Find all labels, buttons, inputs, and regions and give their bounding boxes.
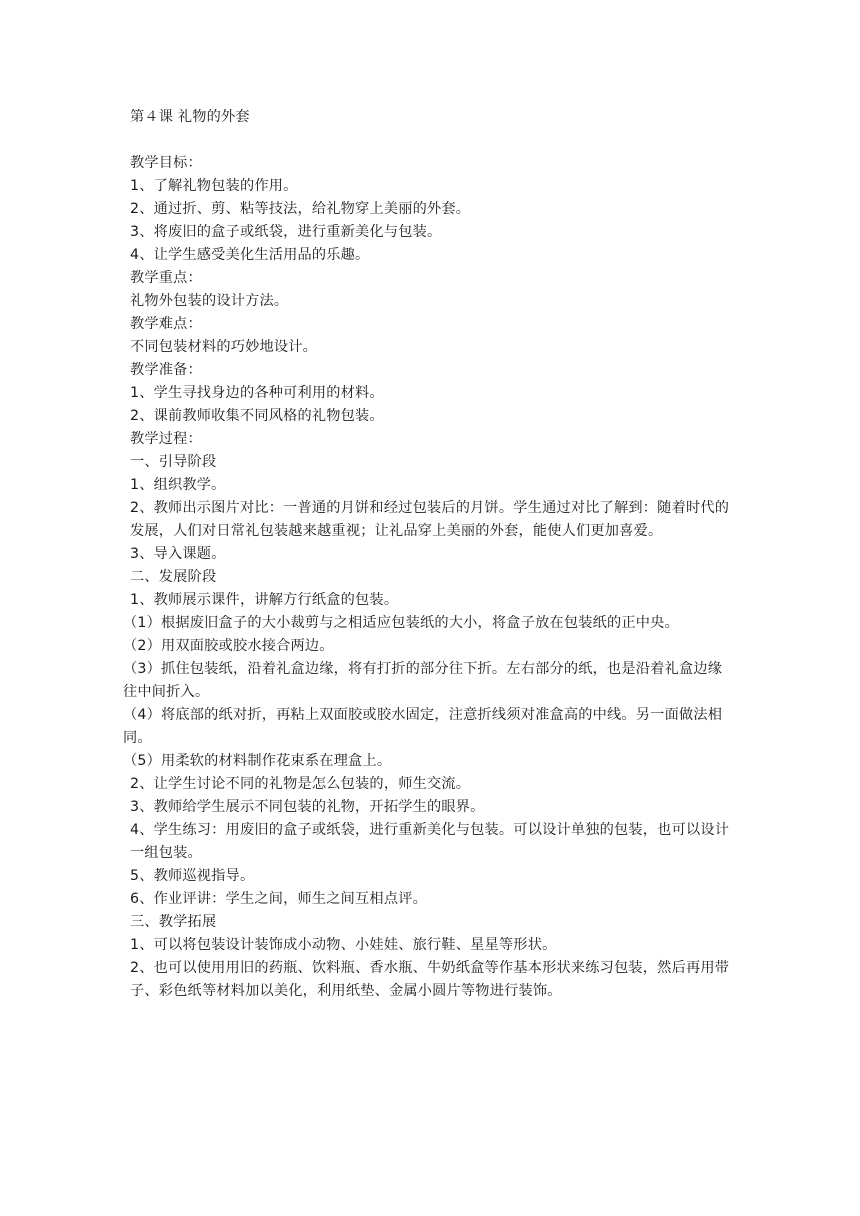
paragraph: 礼物外包装的设计方法。 bbox=[130, 293, 289, 309]
paragraph: 教学重点： bbox=[130, 270, 202, 286]
paragraph: （3）抓住包装纸，沿着礼盒边缘，将有打折的部分往下折。左右部分的纸，也是沿着礼盒边缘往中间折入。 bbox=[123, 661, 723, 700]
paragraph: 教学难点： bbox=[130, 316, 202, 332]
paragraph: 不同包装材料的巧妙地设计。 bbox=[130, 339, 318, 355]
paragraph: 3、将废旧的盒子或纸袋，进行重新美化与包装。 bbox=[130, 224, 442, 240]
paragraph: 2、课前教师收集不同风格的礼物包装。 bbox=[130, 408, 384, 424]
paragraph: 二、发展阶段 bbox=[130, 569, 217, 585]
document-body bbox=[123, 106, 734, 1003]
paragraph: 2、让学生讨论不同的礼物是怎么包装的，师生交流。 bbox=[130, 776, 471, 792]
paragraph: 4、学生练习：用废旧的盒子或纸袋，进行重新美化与包装。可以设计单独的包装，也可以设计一组包装。 bbox=[130, 822, 730, 861]
paragraph: （2）用双面胶或胶水接合两边。 bbox=[123, 638, 334, 654]
paragraph: 3、教师给学生展示不同包装的礼物，开拓学生的眼界。 bbox=[130, 799, 485, 815]
paragraph: （4）将底部的纸对折，再粘上双面胶或胶水固定，注意折线须对准盒高的中线。另一面做法相同。 bbox=[123, 707, 723, 746]
paragraph: 2、通过折、剪、粘等技法，给礼物穿上美丽的外套。 bbox=[130, 201, 471, 217]
paragraph: 1、学生寻找身边的各种可利用的材料。 bbox=[130, 385, 384, 401]
paragraph: 教学过程： bbox=[130, 431, 202, 447]
paragraph: （1）根据废旧盒子的大小裁剪与之相适应包装纸的大小，将盒子放在包装纸的正中央。 bbox=[123, 615, 679, 631]
paragraph: （5）用柔软的材料制作花束系在理盒上。 bbox=[123, 753, 392, 769]
page-title: 第４课 礼物的外套 bbox=[130, 109, 250, 125]
paragraph: 1、教师展示课件，讲解方行纸盒的包装。 bbox=[130, 592, 399, 608]
paragraph: 5、教师巡视指导。 bbox=[130, 868, 255, 884]
paragraph: 三、教学拓展 bbox=[130, 914, 217, 930]
paragraph: 4、让学生感受美化生活用品的乐趣。 bbox=[130, 247, 370, 263]
paragraph: 1、可以将包装设计装饰成小动物、小娃娃、旅行鞋、星星等形状。 bbox=[130, 937, 557, 953]
paragraph: 1、了解礼物包装的作用。 bbox=[130, 178, 298, 194]
paragraph: 6、作业评讲：学生之间，师生之间互相点评。 bbox=[130, 891, 427, 907]
paragraph: 教学目标： bbox=[130, 155, 202, 171]
paragraph: 2、也可以使用用旧的药瓶、饮料瓶、香水瓶、牛奶纸盒等作基本形状来练习包装，然后再用带子、彩色纸等材料加以美化，利用纸垫、金属小圆片等物进行装饰。 bbox=[130, 960, 730, 999]
paragraph: 一、引导阶段 bbox=[130, 454, 217, 470]
paragraph: 教学准备： bbox=[130, 362, 202, 378]
paragraph: 1、组织教学。 bbox=[130, 477, 226, 493]
paragraph: 2、教师出示图片对比：一普通的月饼和经过包装后的月饼。学生通过对比了解到：随着时代的发展，人们对日常礼包装越来越重视；让礼品穿上美丽的外套，能使人们更加喜爱。 bbox=[130, 500, 730, 539]
paragraph: 3、导入课题。 bbox=[130, 546, 226, 562]
